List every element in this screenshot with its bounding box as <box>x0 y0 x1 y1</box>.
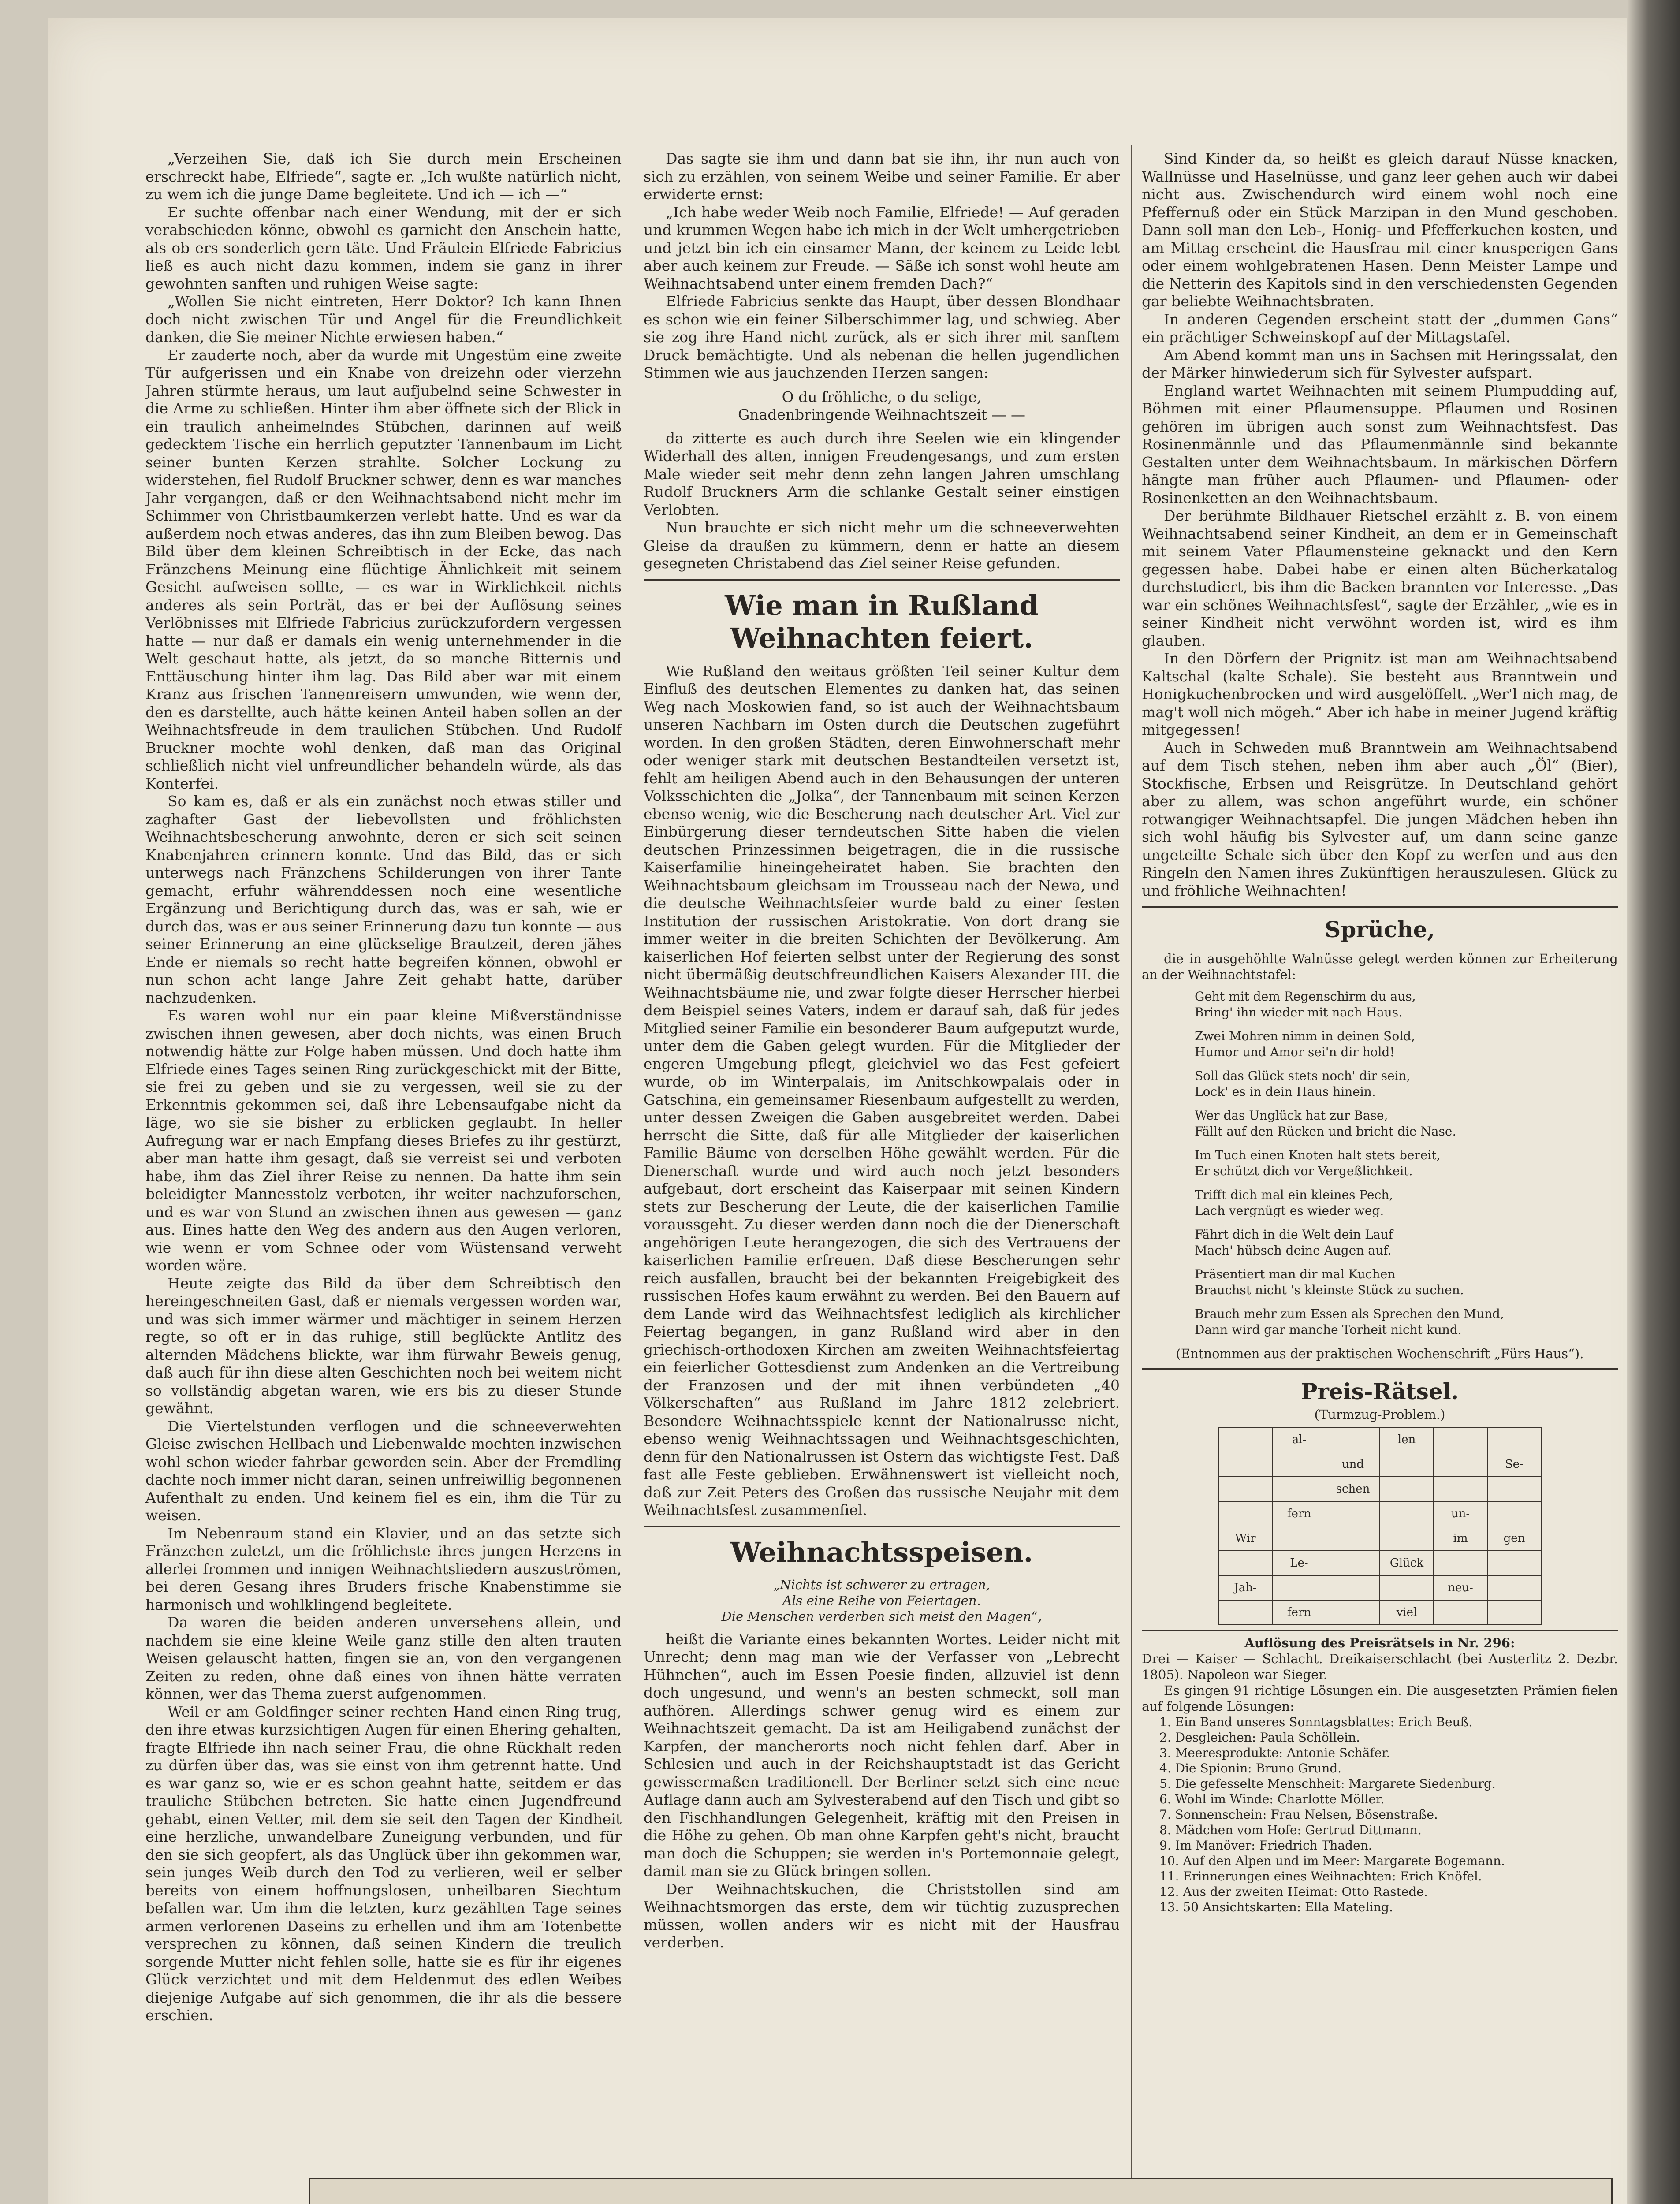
puzzle-row <box>1218 1427 1541 1452</box>
puzzle-cell <box>1218 1452 1272 1477</box>
puzzle-row <box>1218 1575 1541 1600</box>
puzzle-cell <box>1487 1477 1541 1501</box>
puzzle-cell <box>1487 1551 1541 1575</box>
puzzle-headline: Preis-Rätsel. <box>1300 1378 1459 1404</box>
solution-text: Drei — Kaiser — Schlacht. Dreikaiserschlacht (bei Austerlitz 2. Dezbr. 1805). Napoleon war Sieger. <box>1142 1651 1618 1682</box>
saying: Geht mit dem Regenschirm du aus, Bring' ihn wieder mit nach Haus. <box>1195 989 1416 1020</box>
food-quote <box>644 1577 1120 1624</box>
puzzle-cell <box>1326 1551 1380 1575</box>
puzzle-cell: im <box>1434 1526 1487 1551</box>
sayings-source: (Entnommen aus der praktischen Wochenschrift „Fürs Haus“). <box>1176 1346 1584 1361</box>
paragraph: Am Abend kommt man uns in Sachsen mit Heringssalat, den der Märker hinwiederum sich für Sylvester aufspart. <box>1142 346 1618 381</box>
paragraph: In anderen Gegenden erscheint statt der „dummen Gans“ ein prächtiger Schweinskopf auf der Mittagstafel. <box>1142 310 1618 346</box>
paragraph: England wartet Weihnachten mit seinem Plumpudding auf, Böhmen mit einer Pflaumensuppe. Pflaumen und Rosinen gehören im übrigen auch sonst zum Weihnachtsfest. Das Rosinenmännle und das Pflaumenmännle sind bekannte Gestalten unter dem Weihnachtsbaum. In märkischen Dörfern hängte man früher auch Pflaumen- und Pflaumen- oder Rosinenketten an den Weihnachtsbaum. <box>1142 382 1618 506</box>
sled-scene-image <box>310 2179 1611 2204</box>
saying: Brauch mehr zum Essen als Sprechen den Mund, Dann wird gar manche Torheit nicht kund. <box>1195 1307 1504 1337</box>
quote-line: Als eine Reihe von Feiertagen. <box>782 1593 981 1608</box>
puzzle-cell <box>1272 1452 1326 1477</box>
puzzle-cell: Glück <box>1380 1551 1434 1575</box>
puzzle-cell <box>1434 1600 1487 1625</box>
puzzle-grid <box>1218 1427 1542 1625</box>
solution-intro: Es gingen 91 richtige Lösungen ein. Die ausgesetzten Prämien fielen auf folgende Lösungen: <box>1142 1683 1618 1714</box>
saying: Soll das Glück stets noch' dir sein, Lock' es in dein Haus hinein. <box>1195 1068 1411 1099</box>
paragraph: Der berühmte Bildhauer Rietschel erzählt z. B. von einem Weihnachtsabend seiner Kindheit, an dem er in Gemeinschaft mit seinem Vater Pflaumensteine geknackt und den Kern gegessen habe. Dabei habe er einen alten Bücherkatalog durchstudiert, bis ihm die Backen brannten vor Interesse. „Das war ein schönes Weihnachtsfest“, sagte der Erzähler, „wie es in seiner Kindheit nicht verwöhnt worden ist, wird es ihm glauben. <box>1142 507 1618 649</box>
puzzle-cell: fern <box>1272 1501 1326 1526</box>
puzzle-cell <box>1380 1477 1434 1501</box>
puzzle-cell <box>1434 1452 1487 1477</box>
puzzle-row <box>1218 1477 1541 1501</box>
saying: Trifft dich mal ein kleines Pech, Lach vergnügt es wieder weg. <box>1195 1188 1393 1218</box>
puzzle-row <box>1218 1600 1541 1625</box>
puzzle-cell <box>1487 1427 1541 1452</box>
puzzle-cell <box>1380 1501 1434 1526</box>
puzzle-cell <box>1218 1427 1272 1452</box>
paragraph: Im Nebenraum stand ein Klavier, und an das setzte sich Fränzchen zuletzt, um die fröhlichste ihres jungen Herzens in allerlei frommen und innigen Weihnachtsliedern auszuströmen, bei deren Gesang ihres Bruders frische Knabenstimme sie harmonisch und wohlklingend begleitete. <box>145 1524 622 1613</box>
saying: Zwei Mohren nimm in deinen Sold, Humor und Amor sei'n dir hold! <box>1195 1029 1415 1059</box>
puzzle-row <box>1218 1501 1541 1526</box>
puzzle-cell: gen <box>1487 1526 1541 1551</box>
paragraph: da zitterte es auch durch ihre Seelen wie ein klingender Widerhall des alten, innigen Freudengesangs, und zum ersten Male wieder seit mehr denn zehn langen Jahren umschlang Rudolf Bruckners Arm die schlanke Gestalt seiner einstigen Verlobten. <box>644 429 1120 518</box>
paragraph: Elfriede Fabricius senkte das Haupt, über dessen Blondhaar es schon wie ein feiner Silberschimmer lag, und schwieg. Aber sie zog ihre Hand nicht zurück, als er sich ihrer mit sanftem Druck bemächtigte. Und als nebenan die hellen jugendlichen Stimmen wie aus jauchzenden Herzen sangen: <box>644 293 1120 381</box>
section-divider <box>1142 1630 1618 1631</box>
puzzle-cell: Wir <box>1218 1526 1272 1551</box>
puzzle-cell <box>1434 1427 1487 1452</box>
puzzle-cell <box>1326 1575 1380 1600</box>
sayings-list <box>1142 989 1618 1338</box>
winner-item: 12. Aus der zweiten Heimat: Otto Rastede. <box>1159 1884 1428 1899</box>
puzzle-cell <box>1326 1427 1380 1452</box>
section-divider <box>1142 906 1618 908</box>
christmas-sled-illustration <box>309 2178 1613 2204</box>
winner-item: 9. Im Manöver: Friedrich Thaden. <box>1159 1838 1372 1853</box>
quote-line: „Nichts ist schwerer zu ertragen, <box>773 1577 990 1592</box>
puzzle-cell: al- <box>1272 1427 1326 1452</box>
paragraph: Weil er am Goldfinger seiner rechten Hand einen Ring trug, den ihre etwas kurzsichtigen Augen für einen Ehering gehalten, fragte Elfriede ihn nach seiner Frau, die ohne Rückhalt reden zu dürfen über das, was sie einst von ihm getrennt hatte. Und es war ganz so, wie er es schon geahnt hatte, seitdem er das trauliche Stübchen betreten. Sie hatte einen Jugendfreund gehabt, einen Vetter, mit dem sie seit den Tagen der Kindheit eine herzliche, unwandelbare Zuneigung verbunden, und für den sie sich geopfert, als das Unglück über ihn gekommen war, sein junges Weib durch den Tod zu verlieren, weil er selber bereits von einem hoffnungslosen, unheilbaren Siechtum befallen war. Um ihm die letzten, kurz gezählten Tage seines armen verlorenen Daseins zu erhellen und ihm am Totenbette versprechen zu können, daß seinen Kindern die treulich sorgende Mutter nicht fehlen solle, hatte sie es für ihr eigenes Glück verzichtet und mit dem Heldenmut des edlen Weibes diejenige Aufgabe auf sich genommen, die ihr als die bessere erschien. <box>145 1703 622 2024</box>
solution-title: Auflösung des Preisrätsels in Nr. 296: <box>1244 1635 1515 1650</box>
winner-item: 8. Mädchen vom Hofe: Gertrud Dittmann. <box>1159 1823 1422 1837</box>
puzzle-cell <box>1434 1477 1487 1501</box>
winner-item: 6. Wohl im Winde: Charlotte Möller. <box>1159 1792 1385 1806</box>
winner-item: 1. Ein Band unseres Sonntagsblattes: Erich Beuß. <box>1159 1715 1473 1729</box>
paragraph: Wie Rußland den weitaus größten Teil seiner Kultur dem Einfluß des deutschen Elementes zu danken hat, das seinen Weg nach Moskowien fand, so ist auch der Weihnachtsbaum unseren Nachbarn im Osten durch die Deutschen zugeführt worden. In den großen Städten, deren Einwohnerschaft mehr oder weniger stark mit deutschen Bestandteilen versetzt ist, fehlt am heiligen Abend auch in den Behausungen der unteren Volksschichten die „Jolka“, der Tannenbaum mit seinen Kerzen ebenso wenig, wie die Bescherung nach deutscher Art. Viel zur Einbürgerung dieser terndeutschen Sitte haben die vielen deutschen Prinzessinnen beigetragen, die in die russische Kaiserfamilie hineingeheiratet haben. Sie brachten den Weihnachtsbaum gleichsam im Trousseau nach der Newa, und die deutsche Weihnachtsfeier wurde bald zu einer festen Institution der russischen Aristokratie. Von dort drang sie immer weiter in die breiten Schichten der Bevölkerung. Am kaiserlichen Hof feierten selbst unter der Regierung des sonst nicht übermäßig deutschfreundlichen Kaisers Alexander III. die Weihnachtsbäume nie, und zwar folgte dieser Herrscher hierbei dem Beispiel seines Vaters, indem er darauf sah, daß für jedes Mitglied seiner Familie ein besonderer Baum aufgeputzt wurde, unter dem die Gaben gelegt wurden. Für die Mitglieder der engeren Umgebung pflegt, gleichviel wo das Fest gefeiert wurde, ob im Winterpalais, im Anitschkowpalais oder in Gatschina, ein gemeinsamer Riesenbaum aufgestellt zu werden, unter dessen Zweigen die Gaben ausgebreitet werden. Dabei herrscht die Sitte, daß für alle Mitglieder der kaiserlichen Familie Bäume von derselben Höhe gewählt werden. Für die Dienerschaft wurde und wird auch noch jetzt besonders aufgebaut, dort erscheint das Kaiserpaar mit seinen Kindern stets zur Bescherung der Leute, die der kaiserlichen Familie voraussgeht. Zu dieser werden dann noch die der Dienerschaft angehörigen Leute herangezogen, die sich des Vertrauens der kaiserlichen Familie erfreuen. Daß diese Bescherungen sehr reich ausfallen, braucht bei der bekannten Freigebigkeit des russischen Hofes kaum erwähnt zu werden. Bei den Bauern auf dem Lande wird das Weihnachtsfest lediglich als kirchlicher Feiertag begangen, in ganz Rußland wird aber in den griechisch-orthodoxen Kirchen am zweiten Weihnachtsfeiertag ein feierlicher Gottesdienst zum Andenken an die Vertreibung der Franzosen und der mit ihnen verbündeten „40 Völkerschaften“ aus Rußland im Jahre 1812 zelebriert. Besondere Weihnachtsspiele kennt der Nationalrusse nicht, ebenso wenig Weihnachtssagen und Weihnachtsgeschichten, denn für den Nationalrussen ist Ostern das wichtigste Fest. Daß fast alle Feste geblieben. Erwähnenswert ist vielleicht noch, daß zur Zeit Peters des Großen das russische Neujahr mit dem Weihnachtsfest zusammenfiel. <box>644 662 1120 1519</box>
puzzle-cell: un- <box>1434 1501 1487 1526</box>
russia-headline: Wie man in Rußland Weihnachten feiert. <box>725 589 1039 654</box>
puzzle-subtitle: (Turmzug-Problem.) <box>1314 1407 1445 1422</box>
puzzle-cell <box>1487 1501 1541 1526</box>
song-lines <box>644 388 1120 424</box>
puzzle-cell <box>1218 1477 1272 1501</box>
puzzle-cell <box>1326 1501 1380 1526</box>
winner-item: 4. Die Spionin: Bruno Grund. <box>1159 1761 1342 1776</box>
paragraph: Es waren wohl nur ein paar kleine Mißverständnisse zwischen ihnen gewesen, aber doch nichts, was einen Bruch notwendig hätte zur Folge haben müssen. Und doch hatte ihm Elfriede eines Tages seinen Ring zurückgeschickt mit der Bitte, sie frei zu geben und sie zu vergessen, weil sie zu der Erkenntnis gekommen sei, daß ihre Lebensaufgabe nicht da läge, wo sie sie bisher zu erblicken geglaubt. In heller Aufregung war er nach Empfang dieses Briefes zu ihr gestürzt, aber man hatte ihm gesagt, daß sie verreist sei und verboten habe, ihm das Ziel ihrer Reise zu nennen. Da hatte ihm sein beleidigter Mannesstolz verboten, ihr weiter nachzuforschen, und es war von Stund an zwischen ihnen aus gewesen — ganz aus. Eines hatte den Weg des andern aus den Augen verloren, wie wenn er vom Schnee oder vom Wüstensand verweht worden wäre. <box>145 1007 622 1274</box>
paragraph: Auch in Schweden muß Branntwein am Weihnachtsabend auf dem Tisch stehen, neben ihm aber auch „Öl“ (Bier), Stockfische, Erbsen und Reisgrütze. In Deutschland gehört aber zu allem, was schon angeführt wurde, ein schöner rotwangiger Weihnachtsapfel. Die jungen Mädchen heben ihn sich wohl häufig bis Sylvester auf, um dann seine ganze ungeteilte Schale sich über den Kopf zu werfen und aus den Ringeln den Namen ihres Zukünftigen herauszulesen. Glück zu und fröhliche Weihnachten! <box>1142 739 1618 899</box>
sayings-intro: die in ausgehöhlte Walnüsse gelegt werden können zur Erheiterung an der Weihnachtstafel: <box>1142 951 1618 982</box>
paragraph: Er zauderte noch, aber da wurde mit Ungestüm eine zweite Tür aufgerissen und ein Knabe von dreizehn oder vierzehn Jahren stürmte heraus, um laut aufjubelnd seine Schwester in die Arme zu schließen. Hinter ihm aber öffnete sich der Blick in ein traulich anheimelndes Stübchen, darinnen auf weiß gedecktem Tische ein herrlich geputzter Tannenbaum im Licht seiner bunten Kerzen strahlte. Solcher Lockung zu widerstehen, fiel Rudolf Bruckner schwer, denn es war manches Jahr vergangen, daß er den Weihnachtsabend nicht mehr im Schimmer von Christbaumkerzen verlebt hatte. Und es war da außerdem noch etwas anderes, das ihn zum Bleiben bewog. Das Bild über dem kleinen Schreibtisch in der Ecke, das nach Fränzchens Meinung eine flüchtige Ähnlichkeit mit seinem Gesicht aufweisen sollte, — es war in Wirklichkeit nichts anderes als sein Porträt, das er bei der Auflösung seines Verlöbnisses mit Elfriede Fabricius zurückzufordern vergessen hatte — nur daß er damals ein wenig unternehmender in die Welt geschaut hatte, als jetzt, da so manche Bitternis und Enttäuschung hinter ihm lag. Das Bild aber war mit einem Kranz aus frischen Tannenreisern umwunden, wie wenn der, den es darstellte, auch hätte keinen Anteil haben sollen an der Weihnachtsfreude in dem traulichen Stübchen. Und Rudolf Bruckner mochte wohl denken, daß man das Original schließlich nicht viel unfreundlicher behandeln würde, als das Konterfei. <box>145 346 622 792</box>
column-right <box>1142 150 1618 2173</box>
paragraph: Sind Kinder da, so heißt es gleich darauf Nüsse knacken, Wallnüsse und Haselnüsse, und ganz leer gehen auch wir dabei nicht aus. Zwischendurch wird einem wohl noch eine Pfeffernuß oder ein Stück Marzipan in den Mund geschoben. Dann soll man den Leb-, Honig- und Pfefferkuchen kosten, und am Mittag erscheint die Hausfrau mit einer knusperigen Gans oder einem wohlgebratenen Hasen. Denn Meister Lampe und die Netterin des Kapitols sind in den verschiedensten Gegenden gar beliebte Weihnachtsbraten. <box>1142 150 1618 310</box>
puzzle-cell <box>1218 1501 1272 1526</box>
puzzle-cell: len <box>1380 1427 1434 1452</box>
puzzle-cell: und <box>1326 1452 1380 1477</box>
column-rule <box>1131 145 1132 2178</box>
saying: Fährt dich in die Welt dein Lauf Mach' hübsch deine Augen auf. <box>1195 1227 1393 1258</box>
saying: Im Tuch einen Knoten halt stets bereit, Er schützt dich vor Vergeßlichkeit. <box>1195 1148 1441 1178</box>
section-divider <box>1142 1368 1618 1370</box>
puzzle-cell <box>1218 1551 1272 1575</box>
paragraph: Er suchte offenbar nach einer Wendung, mit der er sich verabschieden könne, obwohl es garnicht den Anschein hatte, als ob ers sonderlich gern täte. Und Fräulein Elfriede Fabricius ließ es auch nicht dazu kommen, indem sie ganz in ihrer gewohnten sanften und ruhigen Weise sagte: <box>145 203 622 292</box>
quote-line: Die Menschen verderben sich meist den Magen“, <box>721 1608 1042 1624</box>
puzzle-cell <box>1326 1526 1380 1551</box>
puzzle-cell: neu- <box>1434 1575 1487 1600</box>
paragraph: Heute zeigte das Bild da über dem Schreibtisch den hereingeschneiten Gast, daß er niemals vergessen worden war, und was sich immer wärmer und mächtiger in seinem Herzen regte, so oft er in das ruhige, still beglückte Antlitz des alternden Mädchens blickte, war ihm fürwahr Beweis genug, daß auch für ihn diese alten Geschichten noch bei weitem nicht so vollständig abgetan waren, wie ers bis zu dieser Stunde gewähnt. <box>145 1274 622 1417</box>
paragraph: Da waren die beiden anderen unversehens allein, und nachdem sie eine kleine Weile ganz stille den alten trauten Weisen gelauscht hatten, fingen sie an, von den vergangenen Zeiten zu reden, ohne daß eines von ihnen hätte verraten können, wer das Thema zuerst aufgenommen. <box>145 1614 622 1702</box>
puzzle-row <box>1218 1452 1541 1477</box>
puzzle-cell <box>1272 1477 1326 1501</box>
paragraph: Nun brauchte er sich nicht mehr um die schneeverwehten Gleise da draußen zu kümmern, denn er hatte an diesem gesegneten Christabend das Ziel seiner Reise gefunden. <box>644 519 1120 572</box>
puzzle-cell <box>1272 1526 1326 1551</box>
winner-item: 11. Erinnerungen eines Weihnachten: Erich Knöfel. <box>1159 1869 1482 1884</box>
paragraph: Die Viertelstunden verflogen und die schneeverwehten Gleise zwischen Hellbach und Liebenwalde mochten inzwischen wohl schon wieder fahrbar geworden sein. Aber der Fremdling dachte noch immer nicht daran, seinen unfreiwillig begonnenen Aufenthalt zu enden. Und keinem fiel es ein, ihm die Tür zu weisen. <box>145 1417 622 1524</box>
section-divider <box>644 579 1120 581</box>
puzzle-row <box>1218 1526 1541 1551</box>
winner-item: 3. Meeresprodukte: Antonie Schäfer. <box>1159 1746 1390 1760</box>
food-headline: Weihnachtsspeisen. <box>730 1536 1033 1568</box>
puzzle-cell <box>1487 1600 1541 1625</box>
puzzle-cell: Se- <box>1487 1452 1541 1477</box>
paragraph: Der Weihnachtskuchen, die Christstollen sind am Weihnachtsmorgen das erste, dem wir tüchtig zuzusprechen müssen, wollen anders wir es nicht mit der Hausfrau verderben. <box>644 1880 1120 1951</box>
puzzle-cell <box>1326 1600 1380 1625</box>
puzzle-cell <box>1218 1600 1272 1625</box>
paragraph: „Wollen Sie nicht eintreten, Herr Doktor? Ich kann Ihnen doch nicht zwischen Tür und Angel für die Freundlichkeit danken, die Sie meiner Nichte erwiesen haben.“ <box>145 293 622 346</box>
winners-list <box>1142 1714 1618 1915</box>
sayings-headline: Sprüche, <box>1325 916 1435 942</box>
puzzle-cell <box>1487 1575 1541 1600</box>
column-story <box>145 150 622 2173</box>
puzzle-cell: Jah- <box>1218 1575 1272 1600</box>
puzzle-cell: schen <box>1326 1477 1380 1501</box>
section-divider <box>644 1526 1120 1527</box>
puzzle-cell <box>1434 1551 1487 1575</box>
puzzle-cell <box>1380 1575 1434 1600</box>
paragraph: So kam es, daß er als ein zunächst noch etwas stiller und zaghafter Gast der liebevollsten und fröhlichsten Weihnachtsbescherung anwohnte, deren er sich seit seinen Knabenjahren erinnern konnte. Und das Bild, das er sich unterwegs nach Fränzchens Schilderungen von ihrer Tante gemacht, erfuhr währenddessen noch eine wesentliche Ergänzung und Berichtigung durch das, was er sah, wie er durch das, was er aus seiner Erinnerung dazu tun konnte — aus seiner Erinnerung an eine glückselige Brautzeit, deren jähes Ende er niemals so recht hatte begreifen können, obwohl er nun schon acht lange Jahre Zeit gehabt hatte, darüber nachzudenken. <box>145 793 622 1006</box>
saying: Wer das Unglück hat zur Base, Fällt auf den Rücken und bricht die Nase. <box>1195 1108 1456 1139</box>
winner-item: 7. Sonnenschein: Frau Nelsen, Bösenstraße. <box>1159 1807 1438 1822</box>
puzzle-cell <box>1272 1575 1326 1600</box>
puzzle-row <box>1218 1551 1541 1575</box>
paragraph: In den Dörfern der Prignitz ist man am Weihnachtsabend Kaltschal (kalte Schale). Sie besteht aus Branntwein und Honigkuchenbrocken und wird ausgelöffelt. „Wer'l nich mag, de mag't woll nich mögeh.“ Aber ich habe in meiner Jugend kräftig mitgegessen! <box>1142 650 1618 738</box>
paragraph: heißt die Variante eines bekannten Wortes. Leider nicht mit Unrecht; denn mag man wie der Verfasser von „Lebrecht Hühnchen“, auch im Essen Poesie finden, allzuviel ist denn doch ungesund, und wenn's an besten schmeckt, soll man aufhören. Allerdings schwer genug wird es einem zur Weihnachtszeit gemacht. Da ist am Heiligabend zunächst der Karpfen, der mancherorts noch nicht fehlen darf. Aber in Schlesien und auch in der Reichshauptstadt ist das Gericht gewissermaßen traditionell. Der Berliner setzt sich eine neue Auflage dann auch am Sylvesterabend auf den Tisch und gibt so den Fischhandlungen Gelegenheit, kräftig mit den Preisen in die Höhe zu gehen. Ob man ohne Karpfen geht's nicht, braucht man doch die Schuppen; sie werden in's Portemonnaie gelegt, damit man sie zu Glück bringen sollen. <box>644 1630 1120 1880</box>
puzzle-cell: viel <box>1380 1600 1434 1625</box>
saying: Präsentiert man dir mal Kuchen Brauchst nicht 's kleinste Stück zu suchen. <box>1195 1267 1464 1297</box>
puzzle-cell <box>1380 1452 1434 1477</box>
binding-edge <box>1627 0 1680 2204</box>
song-line: Gnadenbringende Weihnachtszeit — — <box>738 406 1026 423</box>
puzzle-cell <box>1380 1526 1434 1551</box>
paragraph: „Verzeihen Sie, daß ich Sie durch mein Erscheinen erschreckt habe, Elfriede“, sagte er. „Ich wußte natürlich nicht, zu wem ich die junge Dame begleitete. Und ich — ich —“ <box>145 150 622 203</box>
song-line: O du fröhliche, o du selige, <box>782 388 982 406</box>
paragraph: Das sagte sie ihm und dann bat sie ihn, ihr nun auch von sich zu erzählen, von seinem Weibe und seiner Familie. Er aber erwiderte ernst: <box>644 150 1120 203</box>
winner-item: 2. Desgleichen: Paula Schöllein. <box>1159 1730 1360 1745</box>
puzzle-cell: Le- <box>1272 1551 1326 1575</box>
puzzle-cell: fern <box>1272 1600 1326 1625</box>
winner-item: 5. Die gefesselte Menschheit: Margarete Siedenburg. <box>1159 1776 1496 1791</box>
paragraph: „Ich habe weder Weib noch Familie, Elfriede! — Auf geraden und krummen Wegen habe ich mich in der Welt umhergetrieben und jetzt bin ich ein einsamer Mann, der keinem zu Leide lebt aber auch keinem zur Freude. — Säße ich sonst wohl heute am Weihnachtsabend unter einem fremden Dach?“ <box>644 203 1120 292</box>
winner-item: 13. 50 Ansichtskarten: Ella Mateling. <box>1159 1900 1393 1914</box>
column-middle <box>644 150 1120 2173</box>
winner-item: 10. Auf den Alpen und im Meer: Margarete Bogemann. <box>1159 1854 1505 1868</box>
